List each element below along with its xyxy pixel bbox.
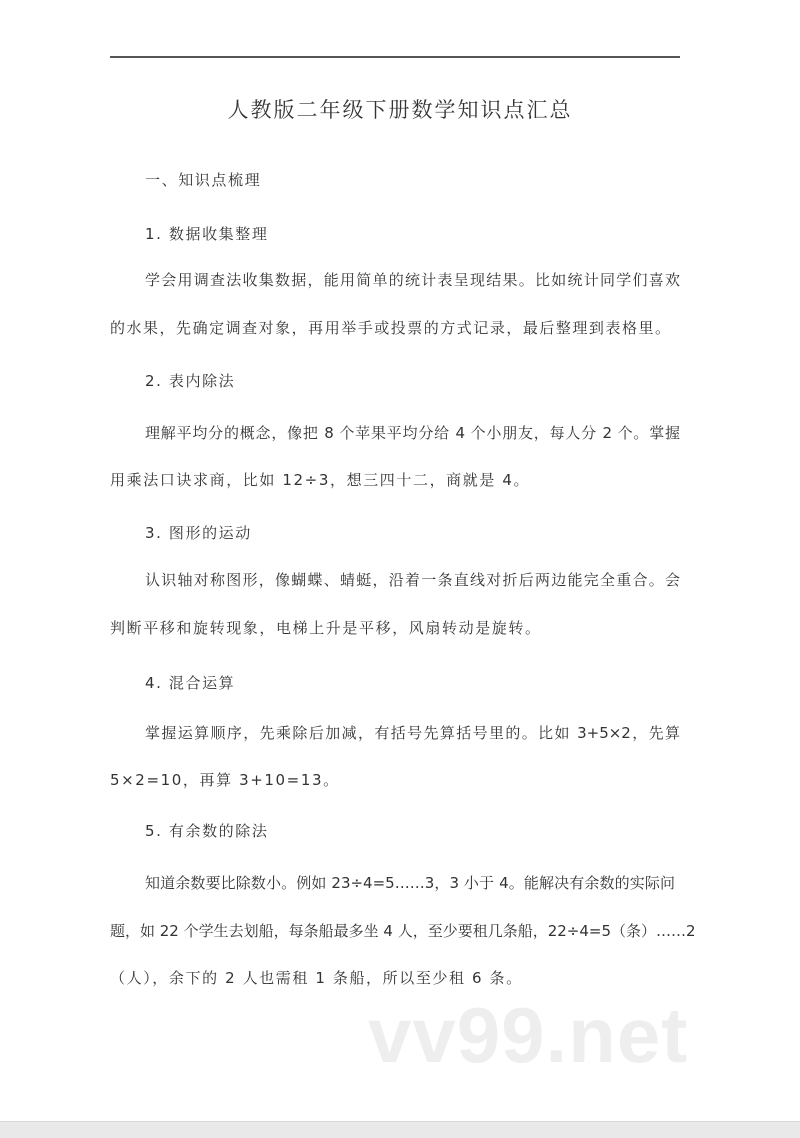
- paragraph-line: 题，如 22 个学生去划船，每条船最多坐 4 人，至少要租几条船，22÷4=5（条）……2: [110, 922, 696, 940]
- item-heading: 3. 图形的运动: [145, 524, 252, 542]
- header-rule: [110, 56, 680, 58]
- item-heading: 5. 有余数的除法: [145, 822, 269, 840]
- paragraph-line: 知道余数要比除数小。例如 23÷4=5……3，3 小于 4。能解决有余数的实际问: [145, 874, 675, 892]
- paragraph-line: （人），余下的 2 人也需租 1 条船，所以至少租 6 条。: [110, 969, 523, 987]
- paragraph-line: 认识轴对称图形，像蝴蝶、蜻蜓，沿着一条直线对折后两边能完全重合。会: [145, 571, 680, 589]
- paragraph-line: 的水果，先确定调查对象，再用举手或投票的方式记录，最后整理到表格里。: [110, 319, 670, 337]
- paragraph-line: 5×2=10，再算 3+10=13。: [110, 771, 340, 789]
- document-title: 人教版二年级下册数学知识点汇总: [227, 98, 573, 122]
- paragraph-line: 用乘法口诀求商，比如 12÷3，想三四十二，商就是 4。: [110, 471, 531, 489]
- section-heading: 一、知识点梳理: [145, 171, 262, 189]
- paragraph-line: 掌握运算顺序，先乘除后加减，有括号先算括号里的。比如 3+5×2，先算: [145, 724, 680, 742]
- paragraph-line: 理解平均分的概念，像把 8 个苹果平均分给 4 个小朋友，每人分 2 个。掌握: [145, 424, 680, 442]
- item-heading: 1. 数据收集整理: [145, 225, 269, 243]
- paragraph-line: 判断平移和旋转现象，电梯上升是平移，风扇转动是旋转。: [110, 619, 542, 637]
- page-bottom-edge: [0, 1121, 800, 1138]
- item-heading: 2. 表内除法: [145, 372, 236, 390]
- item-heading: 4. 混合运算: [145, 674, 236, 692]
- paragraph-line: 学会用调查法收集数据，能用简单的统计表呈现结果。比如统计同学们喜欢: [145, 271, 680, 289]
- watermark: vv99.net: [368, 991, 689, 1079]
